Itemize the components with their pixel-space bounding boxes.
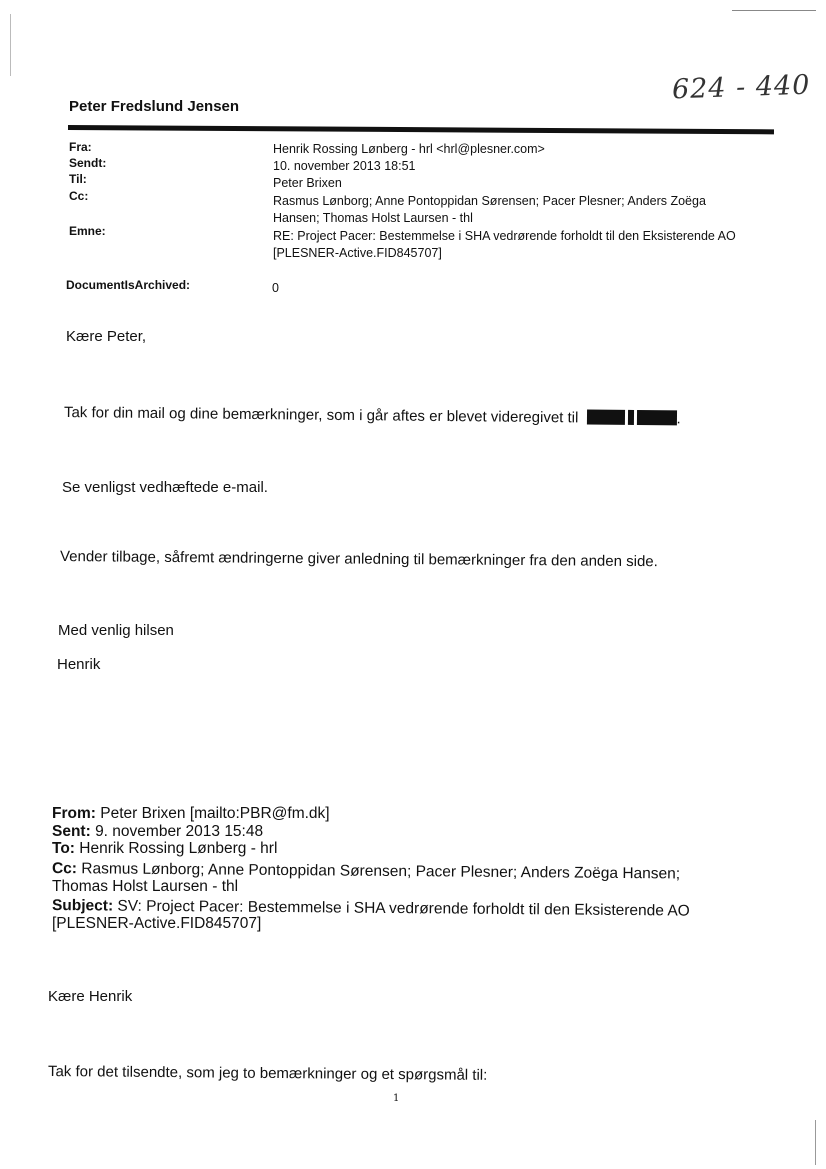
redaction-block <box>586 409 624 424</box>
scan-edge-line-right <box>815 1120 816 1165</box>
forwarded-subject-label: Subject: <box>51 897 114 915</box>
sent-value: 10. november 2013 18:51 <box>273 159 416 173</box>
forwarded-cc-value-line1: Rasmus Lønborg; Anne Pontoppidan Sørensen; Pacer Plesner; Anders Zoëga Hansen; <box>81 860 681 883</box>
subject-value-line1: RE: Project Pacer: Bestemmelse i SHA vedrørende forholdt til den Eksisterende AO <box>273 229 736 243</box>
archived-value: 0 <box>272 281 279 295</box>
reply-paragraph-1-text: Tak for din mail og dine bemærkninger, som i går aftes er blevet videregivet til <box>63 404 579 427</box>
forwarded-to-label: To: <box>52 840 75 857</box>
redaction-block <box>627 410 633 425</box>
reply-paragraph-2: Se venligst vedhæftede e-mail. <box>62 479 268 496</box>
forwarded-subject-line2: [PLESNER-Active.FID845707] <box>52 915 262 932</box>
forwarded-from-line <box>52 805 752 823</box>
reply-signature: Henrik <box>57 656 101 673</box>
forwarded-cc-line2: Thomas Holst Laursen - thl <box>52 878 239 895</box>
to-value: Peter Brixen <box>273 176 342 190</box>
mailbox-owner-name: Peter Fredslund Jensen <box>69 98 240 115</box>
scan-edge-line-left <box>10 14 11 76</box>
reply-paragraph-1 <box>64 404 681 427</box>
scan-edge-line-top <box>732 10 816 11</box>
cc-label: Cc: <box>69 189 89 203</box>
redaction-block <box>636 410 676 425</box>
to-label: Til: <box>69 172 87 186</box>
handwritten-note: 624 - 440 <box>671 69 811 106</box>
sent-label: Sendt: <box>69 156 107 170</box>
page-number: 1 <box>393 1093 400 1104</box>
from-label: Fra: <box>69 140 92 154</box>
forwarded-sent-label: Sent: <box>52 823 91 840</box>
archived-label: DocumentIsArchived: <box>66 278 191 292</box>
forwarded-to-value: Henrik Rossing Lønberg - hrl <box>79 840 278 857</box>
forwarded-from-value: Peter Brixen [mailto:PBR@fm.dk] <box>100 805 330 822</box>
cc-value-line1: Rasmus Lønborg; Anne Pontoppidan Sørensen; Pacer Plesner; Anders Zoëga <box>273 194 706 208</box>
forwarded-sent-value: 9. november 2013 15:48 <box>95 823 264 840</box>
subject-label: Emne: <box>69 224 106 238</box>
reply-paragraph-1-end: . <box>676 410 681 428</box>
from-value: Henrik Rossing Lønberg - hrl <hrl@plesner.com> <box>273 142 545 156</box>
forwarded-cc-label: Cc: <box>51 860 78 878</box>
cc-value-line2: Hansen; Thomas Holst Laursen - thl <box>273 211 473 225</box>
header-rule <box>68 125 774 134</box>
forwarded-from-label: From: <box>52 805 96 822</box>
forwarded-subject-value-line1: SV: Project Pacer: Bestemmelse i SHA vedrørende forholdt til den Eksisterende AO <box>117 897 690 920</box>
forwarded-to-line <box>52 840 752 858</box>
subject-value-line2: [PLESNER-Active.FID845707] <box>273 246 442 260</box>
forwarded-sent-line <box>52 823 752 841</box>
reply-greeting: Kære Peter, <box>66 328 147 345</box>
reply-paragraph-3: Vender tilbage, såfremt ændringerne giver anledning til bemærkninger fra den anden side. <box>59 548 658 571</box>
forwarded-paragraph-1: Tak for det tilsendte, som jeg to bemærkninger og et spørgsmål til: <box>47 1063 488 1084</box>
reply-closing: Med venlig hilsen <box>58 622 174 639</box>
forwarded-greeting: Kære Henrik <box>48 988 133 1005</box>
